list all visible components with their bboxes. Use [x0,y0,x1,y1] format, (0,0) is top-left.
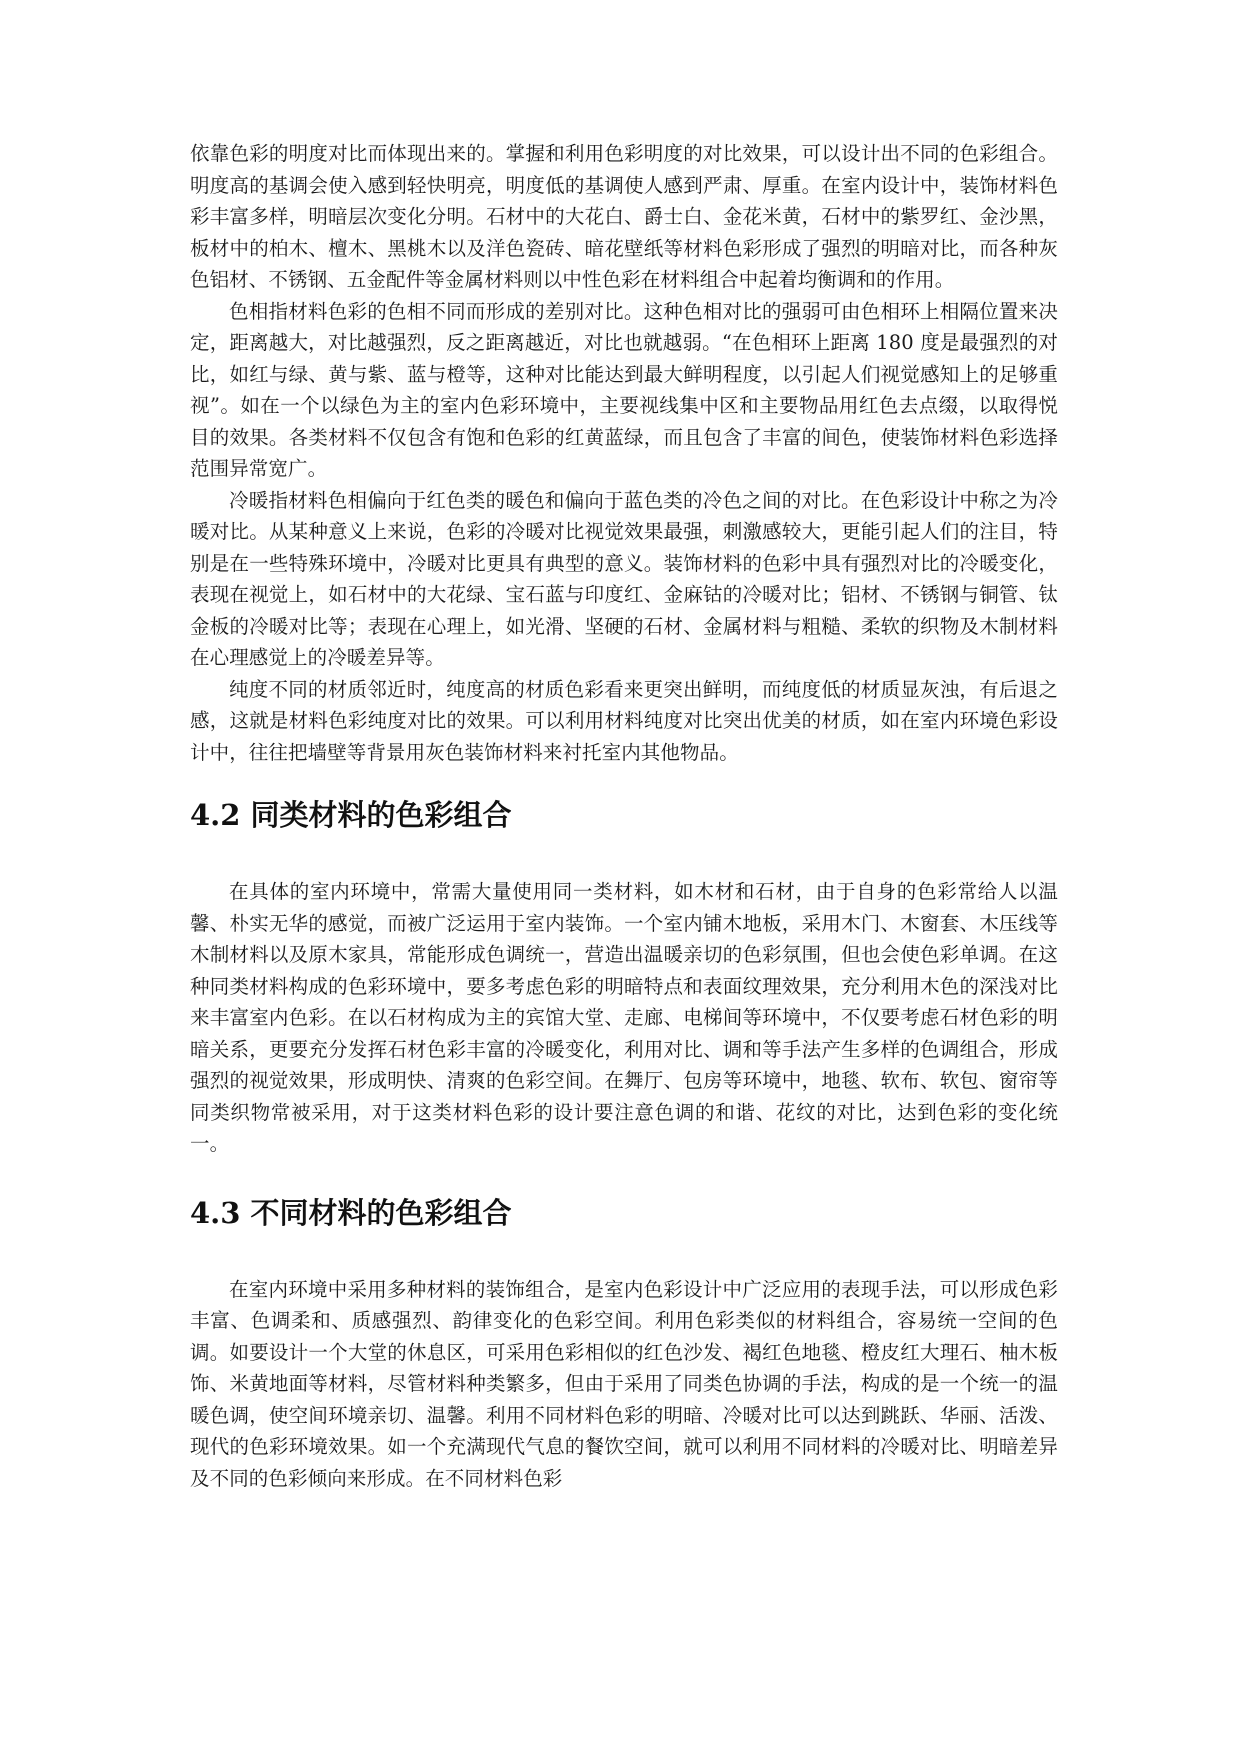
body-paragraph: 在室内环境中采用多种材料的装饰组合，是室内色彩设计中广泛应用的表现手法，可以形成色彩丰富、色调柔和、质感强烈、韵律变化的色彩空间。利用色彩类似的材料组合，容易统一空间的色调。如要设计一个大堂的休息区，可采用色彩相似的红色沙发、褐红色地毯、橙皮红大理石、柚木板饰、米黄地面等材料，尽管材料种类繁多，但由于采用了同类色协调的手法，构成的是一个统一的温暖色调，使空间环境亲切、温馨。利用不同材料色彩的明暗、冷暖对比可以达到跳跃、华丽、活泼、现代的色彩环境效果。如一个充满现代气息的餐饮空间，就可以利用不同材料的冷暖对比、明暗差异及不同的色彩倾向来形成。在不同材料色彩 [190,1277,1058,1490]
document-page [190,138,1058,1494]
body-paragraph: 色相指材料色彩的色相不同而形成的差别对比。这种色相对比的强弱可由色相环上相隔位置来决定，距离越大，对比越强烈，反之距离越近，对比也就越弱。“在色相环上距离 180 度是最强烈的对比，如红与绿、黄与紫、蓝与橙等，这种对比能达到最大鲜明程度，以引起人们视觉感知上的足够重视”。如在一个以绿色为主的室内色彩环境中，主要视线集中区和主要物品用红色去点缀，以取得悦目的效果。各类材料不仅包含有饱和色彩的红黄蓝绿，而且包含了丰富的间色，使装饰材料色彩选择范围异常宽广。 [190,299,1058,480]
body-paragraph: 冷暖指材料色相偏向于红色类的暖色和偏向于蓝色类的冷色之间的对比。在色彩设计中称之为冷暖对比。从某种意义上来说，色彩的冷暖对比视觉效果最强，刺激感较大，更能引起人们的注目，特别是在一些特殊环境中，冷暖对比更具有典型的意义。装饰材料的色彩中具有强烈对比的冷暖变化，表现在视觉上，如石材中的大花绿、宝石蓝与印度红、金麻钴的冷暖对比；铝材、不锈钢与铜管、钛金板的冷暖对比等；表现在心理上，如光滑、坚硬的石材、金属材料与粗糙、柔软的织物及木制材料在心理感觉上的冷暖差异等。 [190,488,1058,669]
body-paragraph: 纯度不同的材质邻近时，纯度高的材质色彩看来更突出鲜明，而纯度低的材质显灰浊，有后退之感，这就是材料色彩纯度对比的效果。可以利用材料纯度对比突出优美的材质，如在室内环境色彩设计中，往往把墙壁等背景用灰色装饰材料来衬托室内其他物品。 [190,677,1058,764]
body-paragraph: 依靠色彩的明度对比而体现出来的。掌握和利用色彩明度的对比效果，可以设计出不同的色彩组合。明度高的基调会使入感到轻快明亮，明度低的基调使人感到严肃、厚重。在室内设计中，装饰材料色彩丰富多样，明暗层次变化分明。石材中的大花白、爵士白、金花米黄，石材中的紫罗红、金沙黑，板材中的柏木、檀木、黑桃木以及洋色瓷砖、暗花壁纸等材料色彩形成了强烈的明暗对比，而各种灰色铝材、不锈钢、五金配件等金属材料则以中性色彩在材料组合中起着均衡调和的作用。 [190,142,1058,291]
section-heading: 4.3 不同材料的色彩组合 [190,1195,512,1230]
section-heading: 4.2 同类材料的色彩组合 [190,798,512,832]
body-paragraph: 在具体的室内环境中，常需大量使用同一类材料，如木材和石材，由于自身的色彩常给人以温馨、朴实无华的感觉，而被广泛运用于室内装饰。一个室内铺木地板，采用木门、木窗套、木压线等木制材料以及原木家具，常能形成色调统一，营造出温暖亲切的色彩氛围，但也会使色彩单调。在这种同类材料构成的色彩环境中，要多考虑色彩的明暗特点和表面纹理效果，充分利用木色的深浅对比来丰富室内色彩。在以石材构成为主的宾馆大堂、走廊、电梯间等环境中，不仅要考虑石材色彩的明暗关系，更要充分发挥石材色彩丰富的冷暖变化，利用对比、调和等手法产生多样的色调组合，形成强烈的视觉效果，形成明快、清爽的色彩空间。在舞厅、包房等环境中，地毯、软布、软包、窗帘等同类织物常被采用，对于这类材料色彩的设计要注意色调的和谐、花纹的对比，达到色彩的变化统一。 [190,880,1058,1155]
